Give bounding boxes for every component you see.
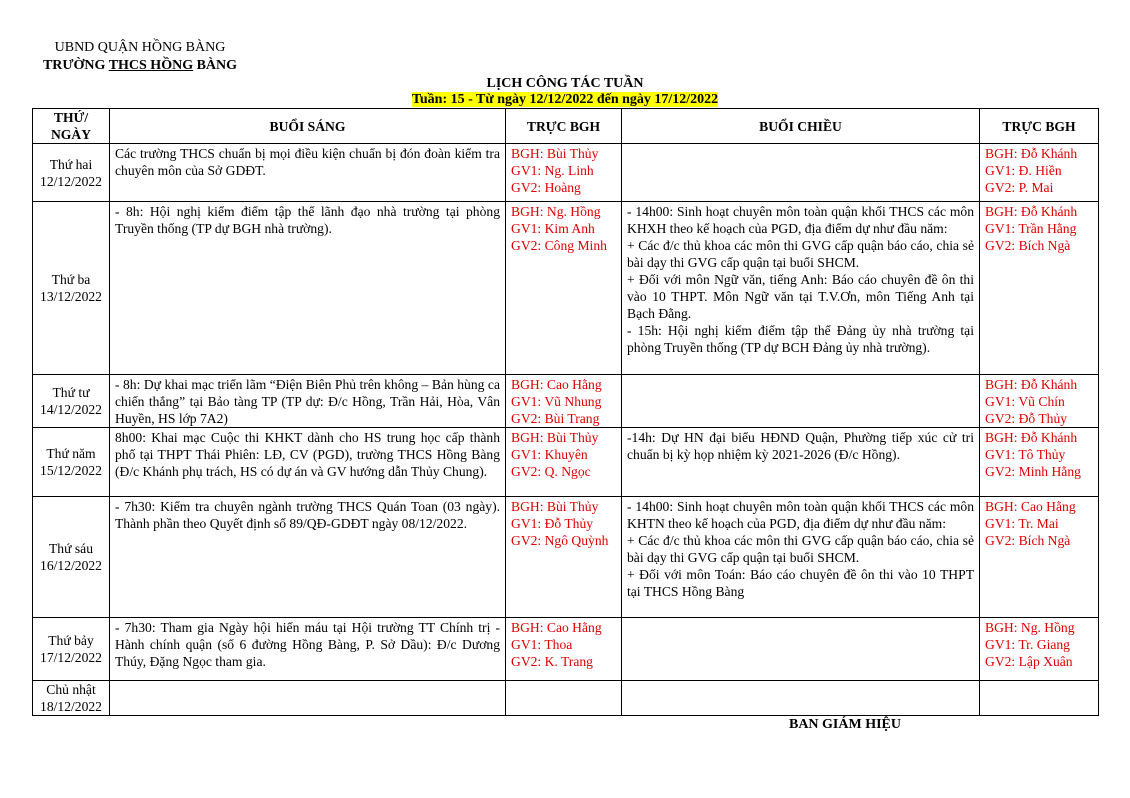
col-header-duty-pm: TRỰC BGH [980, 109, 1099, 144]
day-name: Thứ tư [52, 385, 90, 400]
duty-entry: GV2: Minh Hằng [985, 464, 1081, 479]
duty-entry: GV2: Lập Xuân [985, 654, 1073, 669]
day-cell [33, 497, 110, 618]
duty-pm-cell [980, 428, 1099, 497]
morning-paragraph: - 7h30: Tham gia Ngày hội hiến máu tại Hội trường TT Chính trị - Hành chính quận (số 6 đường Hồng Bàng, P. Sở Dầu): Đ/c Dương Thúy, Đặng Ngọc tham gia. [115, 620, 500, 669]
duty-entry: GV1: Trần Hằng [985, 221, 1077, 236]
day-date: 12/12/2022 [40, 173, 102, 189]
duty-entry: GV2: Bích Ngà [985, 533, 1071, 548]
duty-entry: GV2: Công Minh [511, 238, 607, 253]
afternoon-cell [622, 144, 980, 202]
day-date: 18/12/2022 [40, 699, 102, 714]
duty-pm-cell [980, 202, 1099, 375]
morning-cell [110, 202, 506, 375]
school-name-post: BÀNG [193, 58, 238, 73]
duty-entry: GV1: Tô Thủy [985, 447, 1066, 462]
morning-paragraph: Các trường THCS chuẩn bị mọi điều kiện chuẩn bị đón đoàn kiểm tra chuyên môn của Sở GDĐT. [115, 146, 500, 178]
afternoon-paragraph: + Đối với môn Toán: Báo cáo chuyên đề ôn thi vào 10 THPT tại THCS Hồng Bàng [627, 567, 974, 599]
day-cell [33, 681, 110, 716]
col-header-day: THỨ/ NGÀY [33, 109, 110, 144]
afternoon-cell [622, 202, 980, 375]
duty-am-cell [506, 618, 622, 681]
col-header-duty-am: TRỰC BGH [506, 109, 622, 144]
duty-entry: BGH: Đỗ Khánh [985, 377, 1078, 392]
day-date: 13/12/2022 [40, 289, 102, 304]
duty-pm-cell [980, 375, 1099, 428]
afternoon-cell [622, 618, 980, 681]
day-name: Thứ năm [46, 446, 96, 461]
schedule-body [33, 144, 1099, 716]
day-date: 17/12/2022 [40, 650, 102, 665]
duty-am-cell [506, 144, 622, 202]
day-name: Thứ ba [51, 272, 91, 287]
duty-entry: GV1: Vũ Nhung [511, 394, 602, 409]
duty-entry: GV1: Đ. Hiền [985, 163, 1062, 178]
afternoon-paragraph: -14h: Dự HN đại biểu HĐND Quận, Phường tiếp xúc cử tri chuẩn bị kỳ họp nhiệm kỳ 2021-2026 (Đ/c Hồng). [627, 430, 974, 462]
duty-entry: BGH: Cao Hằng [985, 499, 1076, 514]
duty-entry: GV2: Bùi Trang [511, 411, 600, 426]
morning-paragraph: - 8h: Hội nghị kiểm điểm tập thể lãnh đạo nhà trường tại phòng Truyền thống (TP dự BGH nhà trường). [115, 204, 500, 236]
weekly-schedule-table [32, 108, 1099, 716]
duty-entry: BGH: Ng. Hồng [985, 620, 1075, 635]
day-date: 15/12/2022 [40, 463, 102, 478]
duty-entry: GV2: Ngô Quỳnh [511, 533, 609, 548]
duty-entry: BGH: Đỗ Khánh [985, 146, 1078, 161]
afternoon-cell [622, 681, 980, 716]
document-subtitle [32, 91, 1098, 108]
duty-entry: BGH: Cao Hằng [511, 620, 602, 635]
day-name: Chủ nhật [46, 682, 96, 697]
afternoon-cell [622, 497, 980, 618]
duty-entry: GV2: Đỗ Thủy [985, 411, 1068, 426]
duty-entry: BGH: Cao Hằng [511, 377, 602, 392]
afternoon-cell [622, 375, 980, 428]
day-date: 14/12/2022 [40, 402, 102, 417]
duty-entry: BGH: Bùi Thủy [511, 430, 599, 445]
table-row [33, 681, 1099, 716]
table-header-row [33, 109, 1099, 144]
duty-entry: BGH: Đỗ Khánh [985, 430, 1078, 445]
school-name [40, 57, 240, 74]
duty-pm-cell [980, 144, 1099, 202]
day-cell [33, 202, 110, 375]
org-name: UBND QUẬN HỒNG BÀNG [54, 40, 226, 55]
morning-paragraph: - 8h: Dự khai mạc triển lãm “Điện Biên Phủ trên không – Bản hùng ca chiến thắng” tại Bảo tàng TP (TP dự: Đ/c Hồng, Trần Hải, Hòa, Vân Huyền, HS lớp 7A2) [115, 377, 500, 426]
table-row [33, 497, 1099, 618]
duty-entry: GV1: Thoa [511, 637, 573, 652]
morning-cell [110, 144, 506, 202]
duty-entry: GV1: Tr. Giang [985, 637, 1070, 652]
table-row [33, 202, 1099, 375]
duty-entry: BGH: Bùi Thủy [511, 499, 599, 514]
afternoon-paragraph: - 14h00: Sinh hoạt chuyên môn toàn quận khối THCS các môn KHTN theo kế hoạch của PGD, địa điểm dự như đầu năm: [627, 499, 974, 531]
morning-paragraph: - 7h30: Kiểm tra chuyên ngành trường THCS Quán Toan (03 ngày). Thành phần theo Quyết định số 89/QĐ-GDĐT ngày 08/12/2022. [115, 499, 500, 531]
duty-entry: GV1: Tr. Mai [985, 516, 1059, 531]
duty-entry: GV1: Kim Anh [511, 221, 595, 236]
day-name: Thứ hai [49, 156, 93, 172]
morning-cell [110, 681, 506, 716]
duty-entry: GV1: Đỗ Thủy [511, 516, 594, 531]
duty-entry: GV2: Hoàng [511, 180, 581, 195]
afternoon-paragraph: - 14h00: Sinh hoạt chuyên môn toàn quận khối THCS các môn KHXH theo kế hoạch của PGD, địa điểm dự như đầu năm: [627, 204, 974, 236]
afternoon-cell [622, 428, 980, 497]
signature-label: BAN GIÁM HIỆU [788, 717, 901, 732]
morning-cell [110, 375, 506, 428]
day-cell [33, 428, 110, 497]
duty-pm-cell [980, 497, 1099, 618]
afternoon-paragraph: + Đối với môn Ngữ văn, tiếng Anh: Báo cáo chuyên đề ôn thi vào 10 THPT. Môn Ngữ văn tại T.V.Ơn, môn Tiếng Anh tại Bạch Đằng. [627, 272, 974, 321]
duty-entry: GV2: K. Trang [511, 654, 593, 669]
duty-entry: GV2: Bích Ngà [985, 238, 1071, 253]
day-cell [33, 618, 110, 681]
col-header-morning: BUỔI SÁNG [110, 109, 506, 144]
duty-pm-cell [980, 618, 1099, 681]
day-cell [33, 144, 110, 202]
morning-cell [110, 618, 506, 681]
morning-paragraph: 8h00: Khai mạc Cuộc thi KHKT dành cho HS trung học cấp thành phố tại THPT Thái Phiên: LĐ, CV (PGD), trường THCS Hồng Bàng (Đ/c Khánh phụ trách, HS có dự án và GV hướng dẫn Thủy Chung). [115, 430, 500, 479]
duty-am-cell [506, 202, 622, 375]
col-header-afternoon: BUỔI CHIỀU [622, 109, 980, 144]
afternoon-paragraph: + Các đ/c thủ khoa các môn thi GVG cấp quận báo cáo, chia sẻ bài dạy thi GVG cấp quận tại buổi SHCM. [627, 533, 974, 565]
table-row [33, 618, 1099, 681]
morning-cell [110, 497, 506, 618]
day-name: Thứ sáu [49, 541, 93, 556]
duty-entry: BGH: Đỗ Khánh [985, 204, 1078, 219]
duty-am-cell [506, 497, 622, 618]
duty-entry: GV1: Ng. Linh [511, 163, 594, 178]
school-name-pre: TRƯỜNG [42, 58, 109, 73]
day-cell [33, 375, 110, 428]
duty-entry: BGH: Ng. Hồng [511, 204, 601, 219]
duty-entry: GV2: Q. Ngọc [511, 464, 591, 479]
duty-am-cell [506, 375, 622, 428]
day-name: Thứ bảy [48, 633, 94, 648]
duty-pm-cell [980, 681, 1099, 716]
afternoon-paragraph: + Các đ/c thủ khoa các môn thi GVG cấp quận báo cáo, chia sẻ bài dạy thi GVG cấp quận tại buổi SHCM. [627, 238, 974, 270]
duty-entry: BGH: Bùi Thủy [511, 146, 599, 161]
school-name-underlined: THCS HỒNG [108, 58, 194, 73]
table-row [33, 375, 1099, 428]
duty-am-cell [506, 681, 622, 716]
morning-cell [110, 428, 506, 497]
duty-entry: GV1: Khuyên [511, 447, 588, 462]
day-date: 16/12/2022 [40, 558, 102, 573]
duty-entry: GV1: Vũ Chín [985, 394, 1065, 409]
table-row [33, 428, 1099, 497]
duty-entry: GV2: P. Mai [985, 180, 1054, 195]
afternoon-paragraph: - 15h: Hội nghị kiểm điểm tập thể Đảng ủy nhà trường tại phòng Truyền thống (TP dự BCH Đảng ủy nhà trường). [627, 323, 974, 355]
table-row [33, 144, 1099, 202]
duty-am-cell [506, 428, 622, 497]
document-title: LỊCH CÔNG TÁC TUẦN [486, 76, 644, 91]
week-range-highlight: Tuần: 15 - Từ ngày 12/12/2022 đến ngày 17/12/2022 [411, 92, 719, 107]
